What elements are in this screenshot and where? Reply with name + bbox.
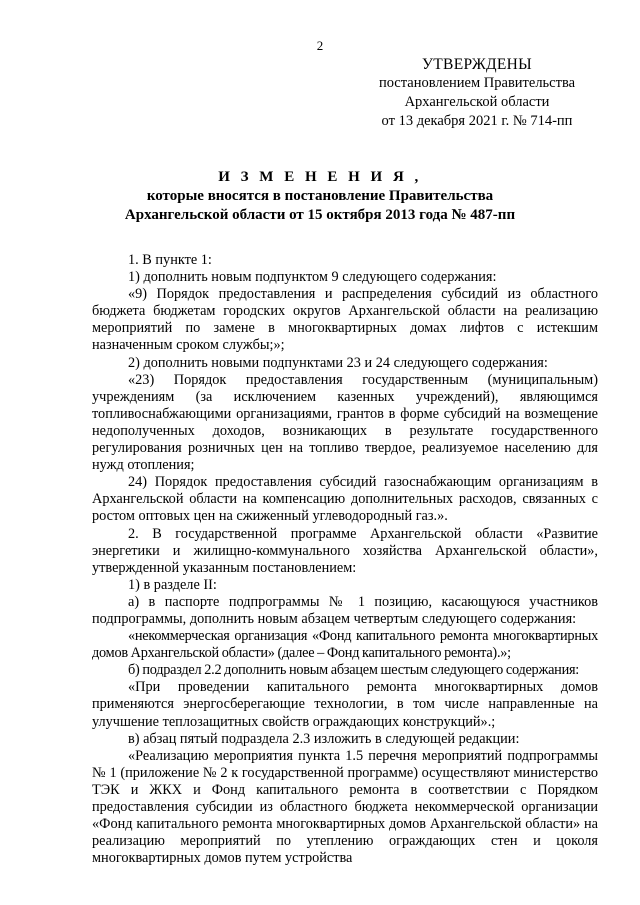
paragraph: 1. В пункте 1:	[128, 252, 212, 268]
approval-date: от 13 декабря 2021 г. № 714-пп	[381, 113, 573, 129]
paragraph: б) подраздел 2.2 дополнить новым абзацем шестым следующего содержания:	[128, 662, 580, 679]
paragraph: «При проведении капитального ремонта многоквартирных домов применяются энергосберегающие технологии, в том числе направленные на улучшение теплозащитных свойств ограждающих конструкций».;	[92, 679, 598, 730]
paragraph: в) абзац пятый подраздела 2.3 изложить в следующей редакции:	[128, 730, 520, 747]
paragraph: «Реализацию мероприятия пункта 1.5 перечня мероприятий подпрограммы № 1 (приложение № 2 к государственной программе) осуществляют министерство ТЭК и ЖКХ и Фонд капитального ремонта в соответствии с Порядком предоставления субсидии из областного бюджета некоммерческой организации «Фонд капитального ремонта многоквартирных домов Архангельской области» на реализацию мероприятий по утеплению ограждающих стен и цоколя многоквартирных домов путем устройства	[92, 747, 598, 867]
document-body	[92, 252, 598, 867]
paragraph: 2. В государственной программе Архангельской области «Развитие энергетики и жилищно-коммунального хозяйства Архангельской области», утвержденной указанным постановлением:	[92, 525, 598, 576]
paragraph: «23) Порядок предоставления государственным (муниципальным) учреждениям (за исключением казенных учреждений), являющимся топливоснабжающими организациями, грантов в форме субсидий на возмещение недополученных доходов, возникающих в результате государственного регулирования розничных цен на топливо твердое, реализуемое населению для нужд отопления;	[92, 371, 598, 474]
paragraph: «9) Порядок предоставления и распределения субсидий из областного бюджета бюджетам городских округов Архангельской области на реализацию мероприятий по замене в многоквартирных домах лифтов с истекшим назначенным сроком службы;»;	[92, 286, 598, 354]
title-subheading: Архангельской области от 15 октября 2013 года № 487-пп	[124, 207, 516, 223]
title-heading: И З М Е Н Е Н И Я ,	[218, 169, 422, 185]
paragraph: 24) Порядок предоставления субсидий газоснабжающим организациям в Архангельской области на компенсацию дополнительных расходов, связанных с ростом оптовых цен на сжиженный углеводородный газ.».	[92, 474, 598, 525]
paragraph: 2) дополнить новыми подпунктами 23 и 24 следующего содержания:	[128, 354, 548, 371]
title-subheading: которые вносятся в постановление Правительства	[146, 188, 494, 204]
approval-stamp	[352, 55, 602, 131]
document-title	[60, 168, 580, 225]
approval-line: Архангельской области	[404, 94, 550, 110]
paragraph: а) в паспорте подпрограммы № 1 позицию, касающуюся участников подпрограммы, дополнить новым абзацем четвертым следующего содержания:	[92, 593, 598, 627]
page-number: 2	[316, 38, 324, 53]
approval-heading: УТВЕРЖДЕНЫ	[422, 56, 532, 73]
approval-line: постановлением Правительства	[378, 75, 576, 91]
paragraph: 1) в разделе II:	[128, 576, 217, 593]
paragraph: 1) дополнить новым подпунктом 9 следующего содержания:	[128, 269, 497, 286]
paragraph: «некоммерческая организация «Фонд капитального ремонта многоквартирных домов Архангельской области» (далее – Фонд капитального ремонта).»;	[92, 628, 598, 662]
